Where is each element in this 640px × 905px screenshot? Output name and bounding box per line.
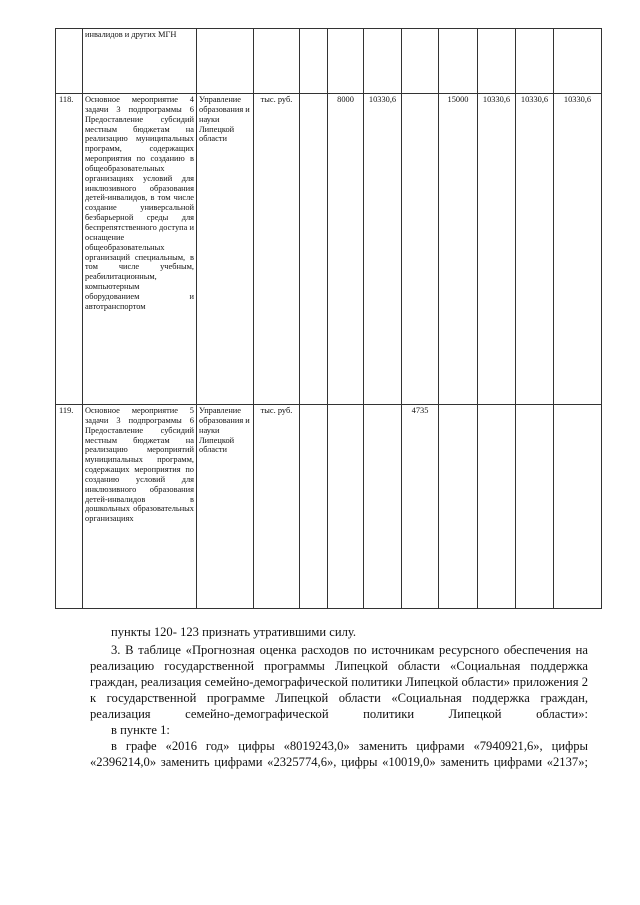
- row-value: 10330,6: [516, 94, 554, 405]
- paragraph-points-void: пункты 120- 123 признать утратившими силу.: [111, 625, 357, 639]
- row-value: [364, 405, 402, 609]
- row-value: 10330,6: [554, 94, 602, 405]
- row-number: 118.: [56, 94, 83, 405]
- row-value: [478, 405, 516, 609]
- row-value: 10330,6: [478, 94, 516, 405]
- row-unit: тыс. руб.: [254, 405, 300, 609]
- row-value: 4735: [402, 405, 439, 609]
- row-unit: тыс. руб.: [254, 94, 300, 405]
- program-table: [55, 28, 602, 609]
- row-value: 8000: [328, 94, 364, 405]
- row-value: [516, 405, 554, 609]
- paragraph-point-1: в пункте 1:: [111, 723, 170, 737]
- row-value: [439, 405, 478, 609]
- row-value: [300, 94, 328, 405]
- row-value: 10330,6: [364, 94, 402, 405]
- row-executor: Управление образования и науки Липецкой области: [197, 405, 254, 609]
- body-text: [90, 624, 588, 770]
- row-value: [402, 94, 439, 405]
- row-value: [554, 405, 602, 609]
- row-value: [328, 405, 364, 609]
- paragraph-replace-figures: в графе «2016 год» цифры «8019243,0» заменить цифрами «7940921,6», цифры «2396214,0» заменить цифрами «2325774,6», цифры «10019,0» заменить цифрами «2137»;: [90, 739, 588, 769]
- row-value: 15000: [439, 94, 478, 405]
- row-number: 119.: [56, 405, 83, 609]
- paragraph-table-change: 3. В таблице «Прогнозная оценка расходов по источникам ресурсного обеспечения на реализацию государственной программы Липецкой области «Социальная поддержка граждан, реализация семейно-демографической политики Липецкой области» приложения 2 к государственной программе Липецкой области «Социальная поддержка граждан, реализация семейно-демографической политики Липецкой области»:: [90, 643, 588, 721]
- row-executor: Управление образования и науки Липецкой области: [197, 94, 254, 405]
- table-row-118: [56, 94, 602, 405]
- row-description: Основное мероприятие 4 задачи 3 подпрограммы 6 Предоставление субсидий местным бюджетам на реализацию муниципальных программ, содержащих мероприятия по созданию в общеобразовательных организациях условий для инклюзивного образования детей-инвалидов, в том числе создание универсальной безбарьерной среды для беспрепятственного доступа и оснащение общеобразовательных организаций специальным, в том числе учебным, реабилитационным, компьютерным оборудованием и автотранспортом: [83, 94, 197, 405]
- row-desc-cont: инвалидов и других МГН: [83, 29, 197, 94]
- row-value: [300, 405, 328, 609]
- table-row-119: [56, 405, 602, 609]
- table-row-continuation: [56, 29, 602, 94]
- row-description: Основное мероприятие 5 задачи 3 подпрограммы 6 Предоставление субсидий местным бюджетам на реализацию мероприятий муниципальных программ, содержащих мероприятия по созданию условий для инклюзивного образования детей-инвалидов в дошкольных образовательных организациях: [83, 405, 197, 609]
